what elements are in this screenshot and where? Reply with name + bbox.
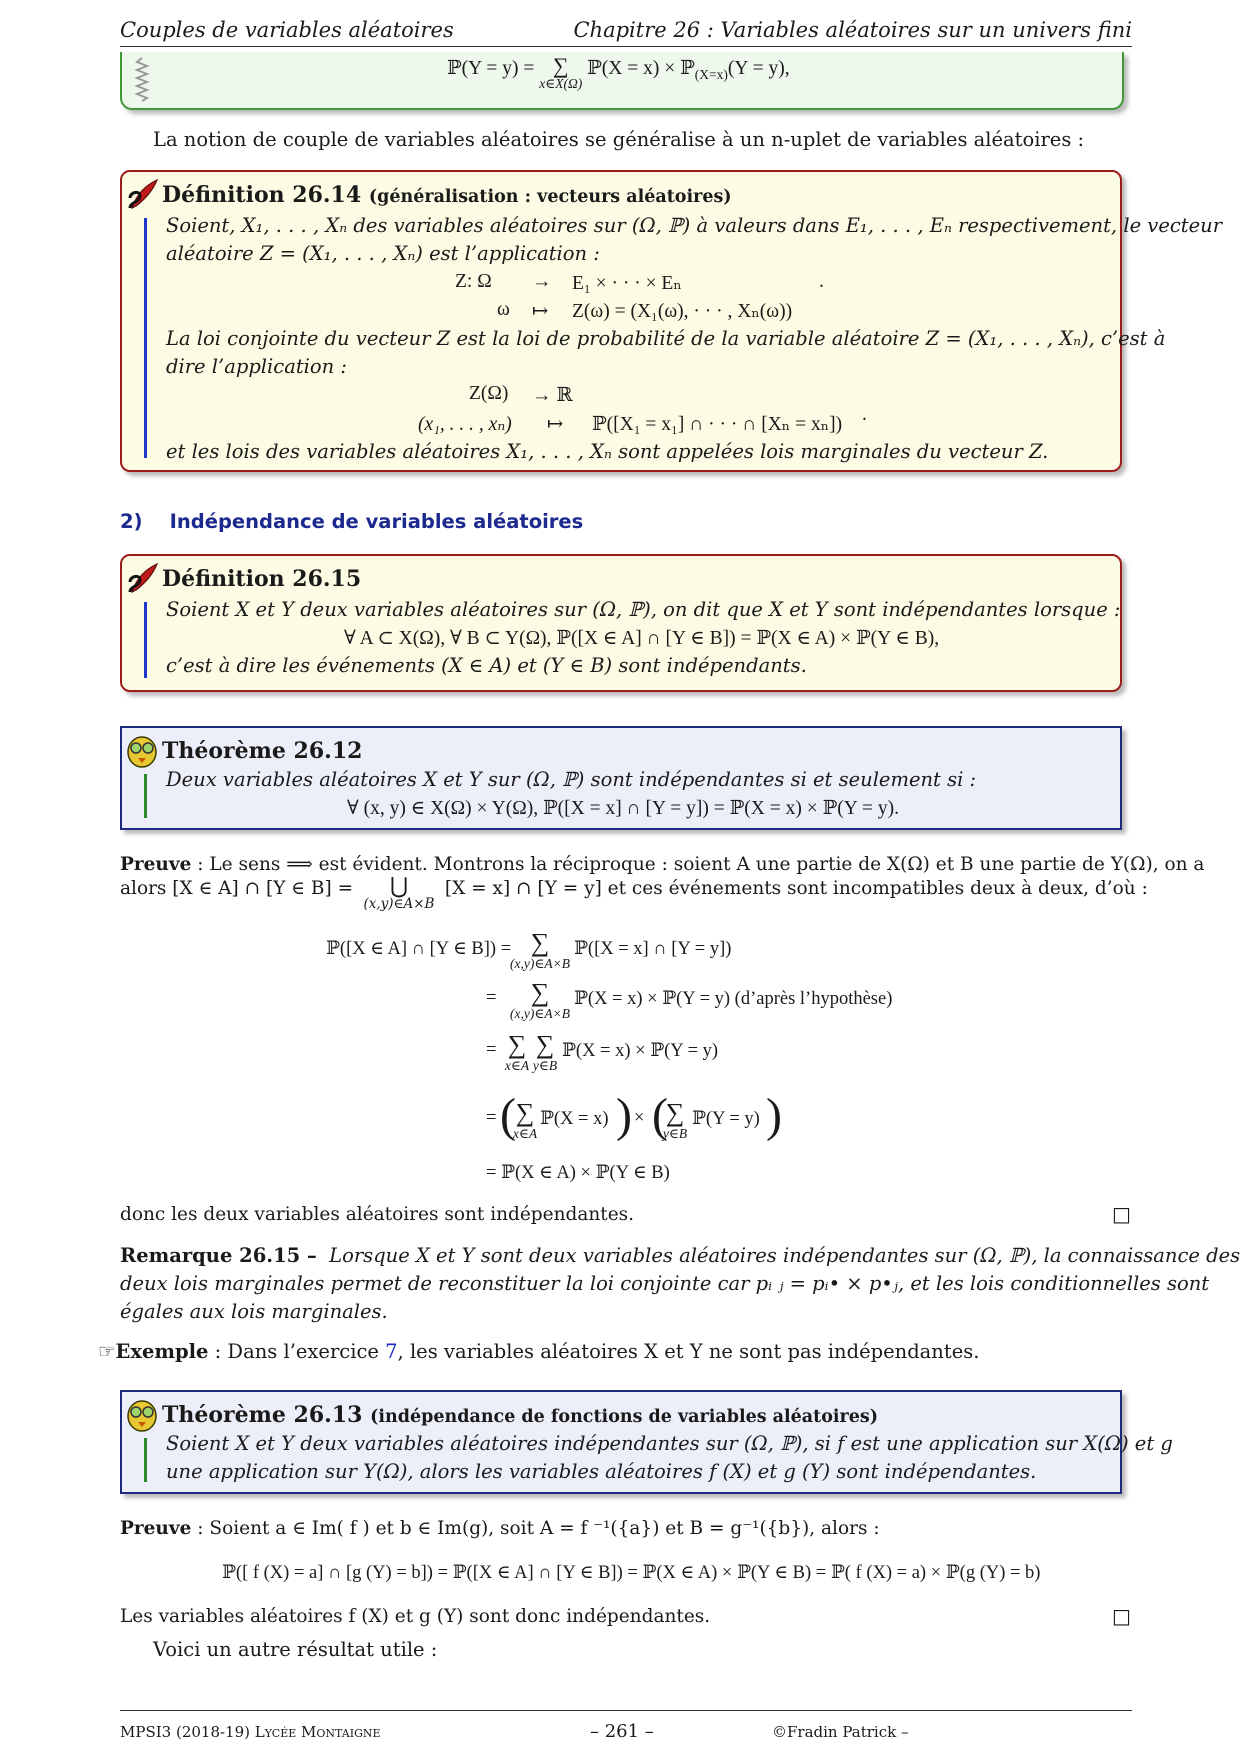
theorem-text-line: une application sur Y(Ω), alors les variables aléatoires f (X) et g (Y) sont indépendantes.	[166, 1460, 1037, 1483]
theorem-text-line: Deux variables aléatoires X et Y sur (Ω, ℙ) sont indépendantes si et seulement si :	[166, 768, 977, 791]
theorem-bar	[144, 1438, 147, 1482]
map-image: ℙ([X₁ = x₁] ∩ · · · ∩ [Xₙ = xₙ])	[592, 414, 843, 435]
definition-text-line: aléatoire Z = (X₁, . . . , Xₙ) est l’application :	[166, 242, 600, 265]
map-dot: .	[819, 271, 824, 292]
map-dot: .	[862, 404, 867, 425]
map-codomain: E₁ × · · · × Eₙ	[572, 273, 682, 294]
theorem-26-12-box	[120, 726, 1122, 830]
equation-term: ℙ(Y = y)	[692, 1109, 760, 1129]
header-right: Chapitre 26 : Variables aléatoires sur un univers fini	[573, 18, 1132, 42]
equation-rhs: ℙ(X = x) × ℙ(Y = y) (d’après l’hypothèse)	[574, 989, 893, 1009]
quill-icon	[126, 178, 160, 212]
definition-26-14-box	[120, 170, 1223, 472]
map-mapsto: ↦	[547, 414, 564, 435]
zigzag-icon	[134, 56, 150, 102]
qed-square: □	[1112, 1604, 1131, 1628]
equation-rhs: ℙ(X = x) × ℙ(Y = y)	[562, 1041, 719, 1061]
sum-symbol: ∑ (x,y)∈A×B	[510, 928, 570, 971]
qed-square: □	[1112, 1202, 1131, 1226]
proof-line: alors [X ∈ A] ∩ [Y ∈ B] = ⋃ (x,y)∈A×B [X = x] ∩ [Y = y] et ces événements sont incompatibles deux à deux, d’où :	[120, 874, 1148, 912]
theorem-26-13-box	[120, 1390, 1173, 1494]
left-paren: (	[652, 1089, 668, 1142]
theorem-title: Théorème 26.12	[162, 738, 363, 764]
definition-text-line: c’est à dire les événements (X ∈ A) et (Y ∈ B) sont indépendants.	[166, 654, 807, 677]
sum-symbol: ∑ x∈A	[504, 1030, 530, 1073]
definition-title: Définition 26.14 (généralisation : vecteurs aléatoires)	[162, 182, 732, 208]
definition-text-line: Soient, X₁, . . . , Xₙ des variables aléatoires sur (Ω, ℙ) à valeurs dans E₁, . . . , Eₙ respectivement, le vecteur	[166, 214, 1223, 237]
equals-sign: =	[486, 1040, 497, 1060]
definition-bar	[144, 218, 147, 458]
equation-term: ℙ(X = x)	[540, 1109, 609, 1129]
header-left: Couples de variables aléatoires	[120, 18, 454, 42]
remark-line: égales aux lois marginales.	[120, 1300, 388, 1323]
proof-conclusion: Les variables aléatoires f (X) et g (Y) sont donc indépendantes.	[120, 1606, 711, 1627]
right-paren: )	[766, 1089, 782, 1142]
map-codomain: → ℝ	[532, 385, 573, 406]
equals-sign: =	[486, 1108, 497, 1128]
sum-symbol: ∑ (x,y)∈A×B	[510, 978, 570, 1021]
definition-text-line: dire l’application :	[166, 355, 347, 378]
sum-symbol: ∑ y∈B	[532, 1030, 558, 1073]
page-number: – 261 –	[590, 1721, 654, 1742]
map-arrow: →	[532, 271, 552, 292]
proof-formula: ℙ([ f (X) = a] ∩ [g (Y) = b]) = ℙ([X ∈ A] ∩ [Y ∈ B]) = ℙ(X ∈ A) × ℙ(Y ∈ B) = ℙ( f (X) = a) × ℙ(g (Y) = b)	[222, 1563, 1041, 1583]
theorem-bar	[144, 774, 147, 818]
next-paragraph: Voici un autre résultat utile :	[153, 1638, 438, 1661]
proof-line: Preuve : Soient a ∈ Im( f ) et b ∈ Im(g), soit A = f ⁻¹({a}) et B = g⁻¹({b}), alors :	[120, 1518, 880, 1539]
map-element: ω	[497, 299, 510, 320]
owl-icon	[126, 734, 158, 768]
owl-icon	[126, 1398, 158, 1432]
theorem-title: Théorème 26.13 (indépendance de fonctions de variables aléatoires)	[162, 1402, 879, 1428]
footer-left: MPSI3 (2018-19) Lycée Montaigne	[120, 1723, 381, 1741]
remark-line: Remarque 26.15 – Lorsque X et Y sont deux variables aléatoires indépendantes sur (Ω, ℙ), la connaissance des	[120, 1244, 1240, 1267]
map-element: (x₁, . . . , xₙ)	[418, 414, 512, 435]
equation-rhs: = ℙ(X ∈ A) × ℙ(Y ∈ B)	[486, 1163, 670, 1183]
definition-formula: ∀ A ⊂ X(Ω), ∀ B ⊂ Y(Ω), ℙ([X ∈ A] ∩ [Y ∈ B]) = ℙ(X ∈ A) × ℙ(Y ∈ B),	[344, 628, 940, 649]
page-footer	[120, 1710, 1132, 1751]
pointing-hand-icon: ☞	[98, 1340, 116, 1363]
exercise-link[interactable]: 7	[385, 1340, 398, 1363]
intro-paragraph: La notion de couple de variables aléatoires se généralise à un n-uplet de variables aléatoires :	[153, 128, 1085, 151]
quill-icon	[126, 562, 160, 596]
definition-title: Définition 26.15	[162, 566, 362, 592]
footer-right: ©Fradin Patrick –	[772, 1723, 909, 1741]
definition-bar	[144, 602, 147, 678]
previous-theorem-box-end	[120, 52, 1124, 110]
map-image: Z(ω) = (X₁(ω), · · · , Xₙ(ω))	[572, 301, 793, 322]
definition-text-line: La loi conjointe du vecteur Z est la loi de probabilité de la variable aléatoire Z = (X₁, . . . , Xₙ), c’est à	[166, 327, 1166, 350]
definition-text-line: Soient X et Y deux variables aléatoires sur (Ω, ℙ), on dit que X et Y sont indépendantes lorsque :	[166, 598, 1121, 621]
map-mapsto: ↦	[532, 301, 549, 322]
remark-line: deux lois marginales permet de reconstituer la loi conjointe car pᵢ ⱼ = pᵢ• × p•ⱼ, et les lois conditionnelles sont	[120, 1272, 1210, 1295]
left-paren: (	[500, 1089, 516, 1142]
top-formula: ℙ(Y = y) = ∑ x∈X(Ω) ℙ(X = x) × ℙ$_{(X=x)}$(Y = y),	[447, 53, 790, 91]
example-line: ☞Exemple : Dans l’exercice 7, les variables aléatoires X et Y ne sont pas indépendantes.	[98, 1340, 980, 1363]
equals-sign: =	[486, 988, 497, 1008]
sum-symbol: ∑ y∈B	[662, 1098, 688, 1141]
section-heading: 2) Indépendance de variables aléatoires	[120, 510, 584, 533]
theorem-formula: ∀ (x, y) ∈ X(Ω) × Y(Ω), ℙ([X = x] ∩ [Y = y]) = ℙ(X = x) × ℙ(Y = y).	[347, 798, 899, 819]
definition-26-15-box	[120, 554, 1122, 692]
equation-rhs: ℙ([X = x] ∩ [Y = y])	[574, 939, 732, 959]
right-paren: )	[616, 1089, 632, 1142]
map-domain: Z(Ω)	[469, 383, 509, 404]
times-sign: ×	[634, 1108, 645, 1128]
page-header	[120, 16, 1132, 47]
definition-text-line: et les lois des variables aléatoires X₁, . . . , Xₙ sont appelées lois marginales du vecteur Z.	[166, 440, 1049, 463]
theorem-text-line: Soient X et Y deux variables aléatoires indépendantes sur (Ω, ℙ), si f est une application sur X(Ω) et g	[166, 1432, 1173, 1455]
proof-line: Preuve : Le sens ⟹ est évident. Montrons la réciproque : soient A une partie de X(Ω) et B une partie de Y(Ω), on a	[120, 854, 1205, 875]
map-domain: Z: Ω	[455, 271, 492, 292]
proof-conclusion: donc les deux variables aléatoires sont indépendantes.	[120, 1204, 635, 1225]
equation-lhs: ℙ([X ∈ A] ∩ [Y ∈ B]) =	[326, 939, 512, 959]
sum-symbol: ∑ x∈A	[512, 1098, 538, 1141]
